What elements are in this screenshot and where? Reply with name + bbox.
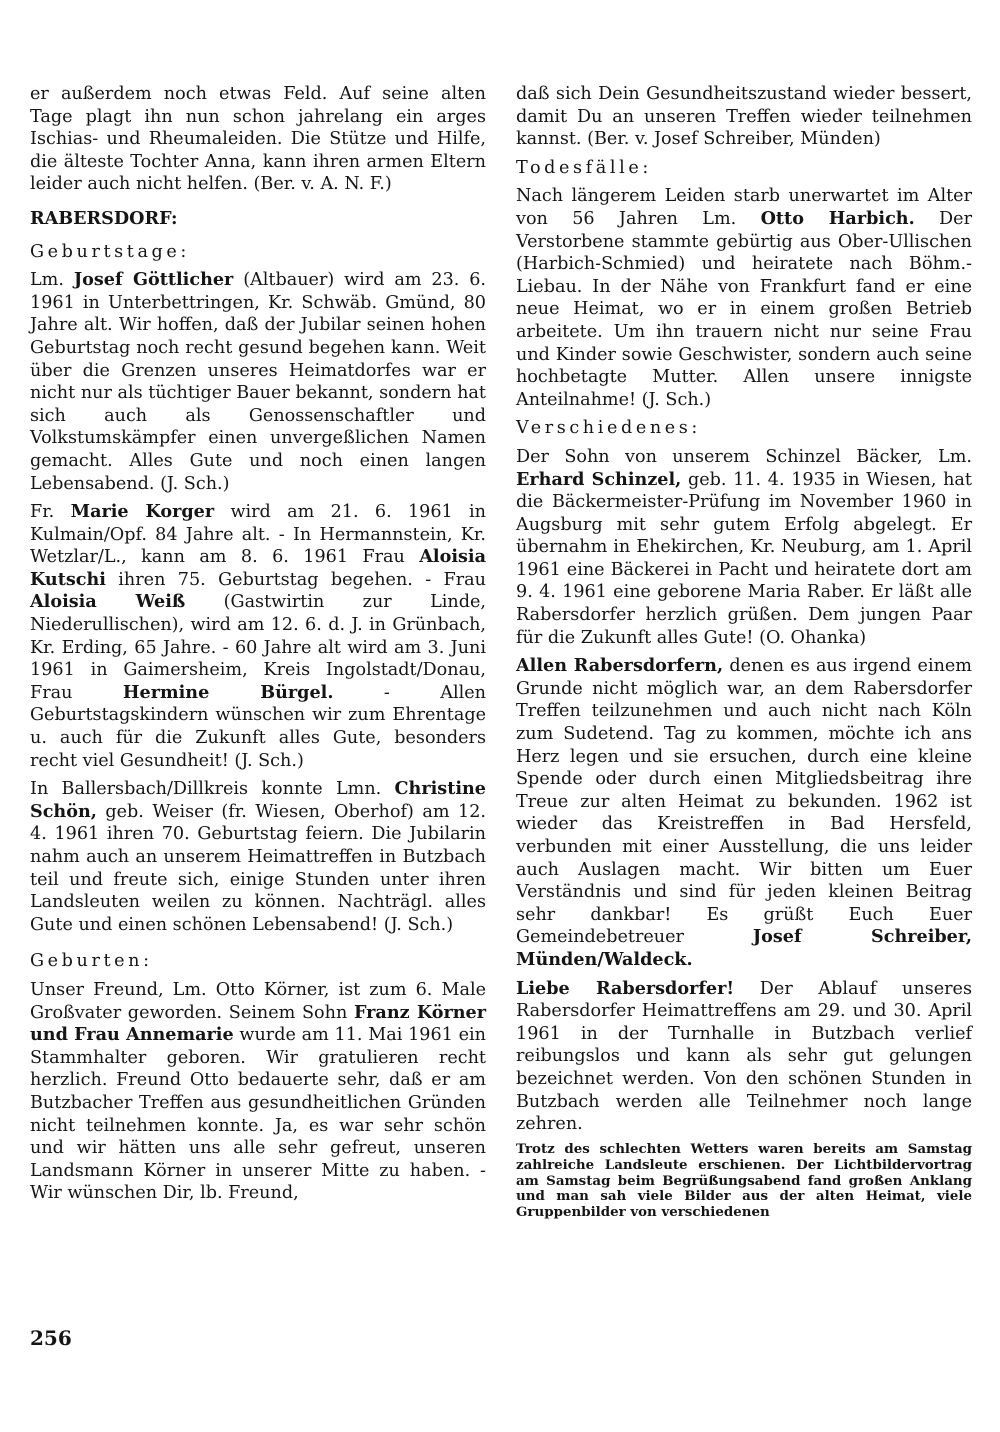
subheading-geburtstage: Geburtstage: <box>30 241 190 262</box>
text: ihren 75. Geburtstag begehen. - Frau <box>105 569 486 590</box>
paragraph-koerner <box>30 979 486 1205</box>
subheading-todesfaelle: Todesfälle: <box>516 157 652 178</box>
paragraph-harbich <box>516 185 972 411</box>
text: Unser Freund, Lm. Otto Körner, ist zum 6. Male Großvater geworden. Seinem Sohn <box>30 979 486 1023</box>
text: denen es aus irgend einem Grunde nicht möglich war, an dem Rabersdorfer Treffen teilzunehmen und auch nicht nach Köln zum Sudetend. Tag zu kommen, möchte ich ans Herz legen und sie ersuchen, durch eine kleine Spende oder durch einen Mitgliedsbeitrag ihre Treue zur alten Heimat zu bekunden. 1962 ist wieder das Kreistreffen in Bad Hersfeld, verbunden mit einer Ausstellung, die uns leider auch Auslagen macht. Wir bitten um Euer Verständnis und sind für jeden kleinen Beitrag sehr dankbar! Es grüßt Euch Euer Gemeindebetreuer <box>516 656 972 948</box>
subheading-geburten: Geburten: <box>30 951 153 972</box>
name-bold: Hermine Bürgel. <box>122 681 334 703</box>
text: geb. Weiser (fr. Wiesen, Oberhof) am 12. 4. 1961 ihren 70. Geburtstag feiern. Die Jubilarin nahm auch an unserem Heimattreffen in Butzbach teil und freute sich, einige Stunden unter ihren Landsleuten weilen zu können. Nachträgl. alles Gute und einen schönen Lebensabend! (J. Sch.) <box>30 801 486 935</box>
left-column <box>30 83 486 1211</box>
text: wurde am 11. Mai 1961 ein Stammhalter geboren. Wir gratulieren recht herzlich. Freund Otto bedauerte sehr, daß er am Butzbacher Treffen aus gesundheitlichen Gründen nicht teilnehmen konnte. Ja, es war sehr schön und wir hätten uns alle sehr gefreut, unseren Landsmann Körner in unserer Mitte zu haben. - Wir wünschen Dir, lb. Freund, <box>30 1025 486 1204</box>
paragraph-continuation: daß sich Dein Gesundheitszustand wieder bessert, damit Du an unseren Treffen wieder teilnehmen kannst. (Ber. v. Josef Schreiber, Münden) <box>516 84 972 150</box>
text: Der Sohn von unserem Schinzel Bäcker, Lm. <box>516 446 972 467</box>
lead-bold: Allen Rabersdorfern, <box>516 655 724 677</box>
name-bold: Franz Körner und Frau Annemarie <box>30 1001 486 1046</box>
name-bold: Josef Schreiber, Münden/Waldeck. <box>516 926 972 970</box>
right-column <box>516 83 972 1227</box>
text: (Gastwirtin zur Linde, Niederullischen), wird am 12. 6. d. J. in Grünbach, Kr. Erding, 65 Jahre. - 60 Jahre alt wird am 3. Juni 1961 in Gaimersheim, Kreis Ingolstadt/Donau, Frau <box>30 592 487 703</box>
page-number: 256 <box>30 1326 72 1350</box>
name-bold: Josef Göttlicher <box>73 269 234 291</box>
paragraph-korger <box>30 501 486 772</box>
lead-bold: Liebe Rabersdorfer! <box>516 977 735 999</box>
text: Der Ablauf unseres Rabersdorfer Heimattreffens am 29. und 30. April 1961 in der Turnhalle in Butzbach verlief reibungslos und kann als sehr gut gelungen bezeichnet werden. Von den schönen Stunden in Butzbach werden alle Teilnehmer noch lange zehren. <box>516 978 972 1135</box>
text: Nach längerem Leiden starb unerwartet im Alter von 56 Jahren Lm. <box>516 186 972 229</box>
name-bold: Aloisia Kutschi <box>30 546 486 590</box>
paragraph-goettlicher <box>30 269 486 495</box>
text: Fr. <box>30 502 71 523</box>
text: (Altbauer) wird am 23. 6. 1961 in Unterbettringen, Kr. Schwäb. Gmünd, 80 Jahre alt. Wir hoffen, daß der Jubilar seinen hohen Geburtstag noch recht gesund begehen kann. Weit über die Grenzen unseres Heimatdorfes war er nicht nur als tüchtiger Bauer bekannt, sondern hat sich auch als Genossenschaftler und Volkstumskämpfer einen unvergeßlichen Namen gemacht. Alles Gute und noch einen langen Lebensabend. (J. Sch.) <box>30 270 487 494</box>
paragraph-schoen <box>30 778 486 936</box>
paragraph-small-print: Trotz des schlechten Wetters waren bereits am Samstag zahlreiche Landsleute erschienen. Der Lichtbildervortrag am Samstag beim Begrüßungsabend fand großen Anklang und man sah viele Bilder aus der alten Heimat, viele Gruppenbilder von verschiedenen <box>516 1140 972 1221</box>
subheading-verschiedenes: Verschiedenes: <box>516 418 701 439</box>
name-bold: Marie Korger <box>70 501 215 523</box>
name-bold: Erhard Schinzel, <box>516 468 682 490</box>
name-bold: Otto Harbich. <box>760 207 915 229</box>
text: Lm. <box>30 270 74 291</box>
text: wird am 21. 6. 1961 in Kulmain/Opf. 84 Jahre alt. - In Hermannstein, Kr. Wetzlar/L., kann am 8. 6. 1961 Frau <box>30 502 487 568</box>
text: - Allen Geburtstagskindern wünschen wir zum Ehrentage u. auch für die Zukunft alles Gute, besonders recht viel Gesundheit! (J. Sch.) <box>30 682 487 771</box>
text: geb. 11. 4. 1935 in Wiesen, hat die Bäckermeister-Prüfung im November 1960 in Augsburg mit sehr gutem Erfolg abgelegt. Er übernahm in Ehekirchen, Kr. Neuburg, am 1. April 1961 eine Bäckerei in Pacht und heiratete dort am 9. 4. 1961 eine geborene Maria Raber. Er läßt alle Rabersdorfer herzlich grüßen. Dem jungen Paar für die Zukunft alles Gute! (O. Ohanka) <box>516 469 972 648</box>
paragraph-treffen <box>516 978 972 1136</box>
text: Der Verstorbene stammte gebürtig aus Ober-Ullischen (Harbich-Schmied) und heiratete nach Böhm.-Liebau. In der Nähe von Frankfurt fand er eine neue Heimat, wo er in einem großen Betrieb arbeitete. Um ihn trauern nicht nur seine Frau und Kinder sowie Geschwister, sondern auch seine hochbetagte Mutter. Allen unsere innigste Anteilnahme! (J. Sch.) <box>516 208 972 410</box>
text: In Ballersbach/Dillkreis konnte Lmn. <box>30 779 395 800</box>
paragraph-continuation: er außerdem noch etwas Feld. Auf seine alten Tage plagt ihn nun schon jahrelang ein arges Ischias- und Rheumaleiden. Die Stütze und Hilfe, die älteste Tochter Anna, kann ihren armen Eltern leider auch nicht helfen. (Ber. v. A. N. F.) <box>30 84 486 195</box>
section-heading-rabersdorf: RABERSDORF: <box>30 207 178 229</box>
name-bold: Aloisia Weiß <box>30 591 186 613</box>
paragraph-schinzel <box>516 446 972 649</box>
name-bold: Christine Schön, <box>30 778 486 822</box>
paragraph-appeal <box>516 655 972 971</box>
